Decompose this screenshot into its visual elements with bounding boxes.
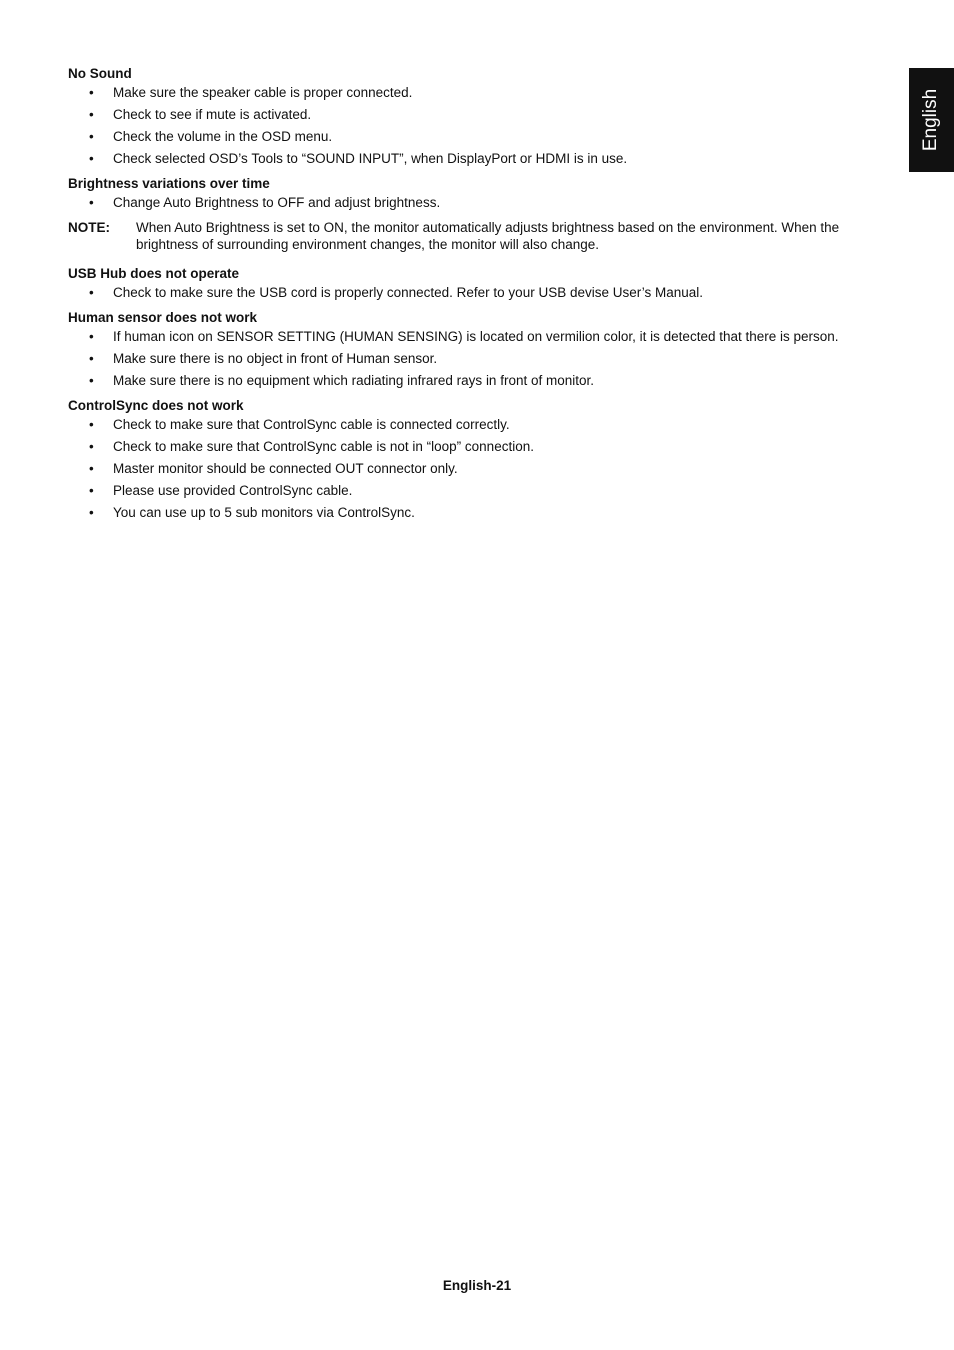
note-text: When Auto Brightness is set to ON, the monitor automatically adjusts brightness based on the environment. When the brightness of surrounding environment changes, the monitor will also change. (136, 220, 840, 252)
list-item-text: Check selected OSD’s Tools to “SOUND INPUT”, when DisplayPort or HDMI is in use. (113, 151, 628, 166)
list-item-text: Master monitor should be connected OUT connector only. (113, 461, 458, 476)
list-item (68, 372, 848, 389)
section-human-sensor (68, 310, 848, 389)
bullet-list (68, 416, 848, 521)
bullet-icon: • (89, 129, 94, 144)
bullet-icon: • (89, 85, 94, 100)
bullet-icon: • (89, 151, 94, 166)
section-title: Brightness variations over time (68, 176, 270, 191)
section-title: Human sensor does not work (68, 310, 258, 325)
bullet-list (68, 194, 848, 211)
bullet-icon: • (89, 461, 94, 476)
list-item-text: Check to make sure that ControlSync cable is connected correctly. (113, 417, 510, 432)
list-item-text: Change Auto Brightness to OFF and adjust brightness. (113, 195, 441, 210)
list-item-text: Please use provided ControlSync cable. (113, 483, 353, 498)
section-title: No Sound (68, 66, 132, 81)
list-item-text: Check to make sure the USB cord is properly connected. Refer to your USB devise User’s Manual. (113, 285, 704, 300)
note-label: NOTE: (68, 220, 110, 235)
list-item-text: You can use up to 5 sub monitors via ControlSync. (113, 505, 415, 520)
list-item (68, 328, 848, 345)
list-item (68, 504, 848, 521)
bullet-icon: • (89, 195, 94, 210)
bullet-list (68, 84, 848, 167)
section-brightness (68, 176, 848, 253)
bullet-icon: • (89, 329, 94, 344)
section-usb-hub (68, 266, 848, 301)
bullet-icon: • (89, 439, 94, 454)
list-item-text: Make sure there is no equipment which radiating infrared rays in front of monitor. (113, 373, 594, 388)
section-title: ControlSync does not work (68, 398, 244, 413)
section-controlsync (68, 398, 848, 521)
list-item-text: Check the volume in the OSD menu. (113, 129, 333, 144)
bullet-icon: • (89, 351, 94, 366)
page-number: English-21 (442, 1278, 512, 1293)
bullet-icon: • (89, 483, 94, 498)
language-tab-label: English (920, 88, 942, 152)
list-item (68, 194, 848, 211)
language-tab (909, 68, 954, 172)
bullet-icon: • (89, 417, 94, 432)
troubleshooting-content (68, 66, 848, 530)
list-item (68, 284, 848, 301)
list-item (68, 106, 848, 123)
list-item (68, 84, 848, 101)
list-item (68, 150, 848, 167)
list-item-text: If human icon on SENSOR SETTING (HUMAN SENSING) is located on vermilion color, it is detected that there is person. (113, 329, 839, 344)
list-item (68, 350, 848, 367)
bullet-icon: • (89, 373, 94, 388)
note-block (68, 219, 848, 253)
bullet-icon: • (89, 107, 94, 122)
list-item-text: Check to make sure that ControlSync cable is not in “loop” connection. (113, 439, 534, 454)
section-no-sound (68, 66, 848, 167)
list-item-text: Make sure the speaker cable is proper connected. (113, 85, 413, 100)
section-title: USB Hub does not operate (68, 266, 240, 281)
list-item (68, 128, 848, 145)
list-item-text: Make sure there is no object in front of Human sensor. (113, 351, 438, 366)
list-item (68, 460, 848, 477)
bullet-list (68, 284, 848, 301)
list-item (68, 416, 848, 433)
bullet-icon: • (89, 505, 94, 520)
list-item-text: Check to see if mute is activated. (113, 107, 312, 122)
list-item (68, 438, 848, 455)
list-item (68, 482, 848, 499)
bullet-icon: • (89, 285, 94, 300)
bullet-list (68, 328, 848, 389)
